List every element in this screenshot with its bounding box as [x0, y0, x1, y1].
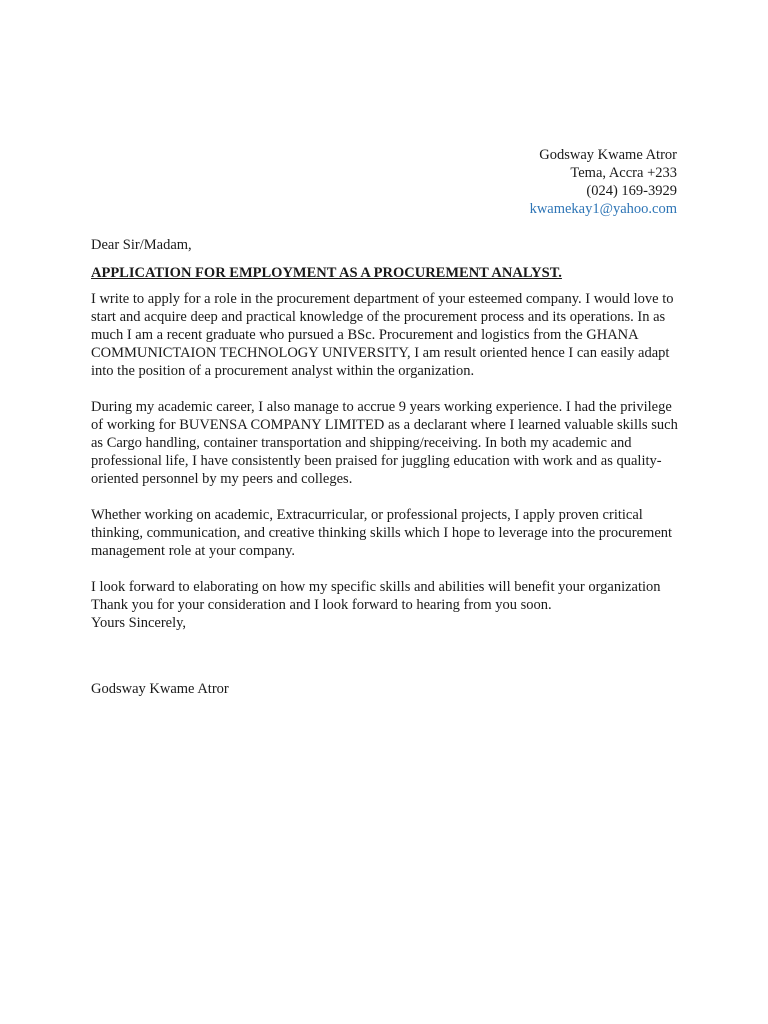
closing: Yours Sincerely, [91, 615, 187, 631]
paragraph-thanks: Thank you for your consideration and I look forward to hearing from you soon. [91, 597, 552, 613]
letter-body [91, 236, 681, 698]
signature-name: Godsway Kwame Atror [91, 681, 229, 697]
sender-name: Godsway Kwame Atror [539, 147, 677, 163]
salutation: Dear Sir/Madam, [91, 237, 192, 253]
sender-address: Tema, Accra +233 [570, 165, 677, 181]
sender-phone: (024) 169-3929 [586, 183, 677, 199]
paragraph-forward: I look forward to elaborating on how my specific skills and abilities will benefit your organization [91, 579, 661, 595]
subject-line: APPLICATION FOR EMPLOYMENT AS A PROCUREMENT ANALYST. [91, 265, 562, 281]
paragraph-skills: Whether working on academic, Extracurricular, or professional projects, I apply proven critical thinking, communication, and creative thinking skills which I hope to leverage into the procurement management role at your company. [91, 507, 673, 559]
paragraph-experience: During my academic career, I also manage to accrue 9 years working experience. I had the privilege of working for BUVENSA COMPANY LIMITED as a declarant where I learned valuable skills such as Cargo handling, container transportation and shipping/receiving. In both my academic and professional life, I have consistently been praised for juggling education with work and as quality-oriented personnel by my peers and colleges. [91, 399, 678, 487]
sender-block [530, 146, 677, 218]
paragraph-intro: I write to apply for a role in the procurement department of your esteemed company. I would love to start and acquire deep and practical knowledge of the procurement process and its operations. In as much I am a recent graduate who pursued a BSc. Procurement and logistics from the GHANA COMMUNICTAION TECHNOLOGY UNIVERSITY, I am result oriented hence I can easily adapt into the position of a procurement analyst within the organization. [91, 291, 674, 379]
sender-email-link[interactable]: kwamekay1@yahoo.com [529, 201, 677, 217]
